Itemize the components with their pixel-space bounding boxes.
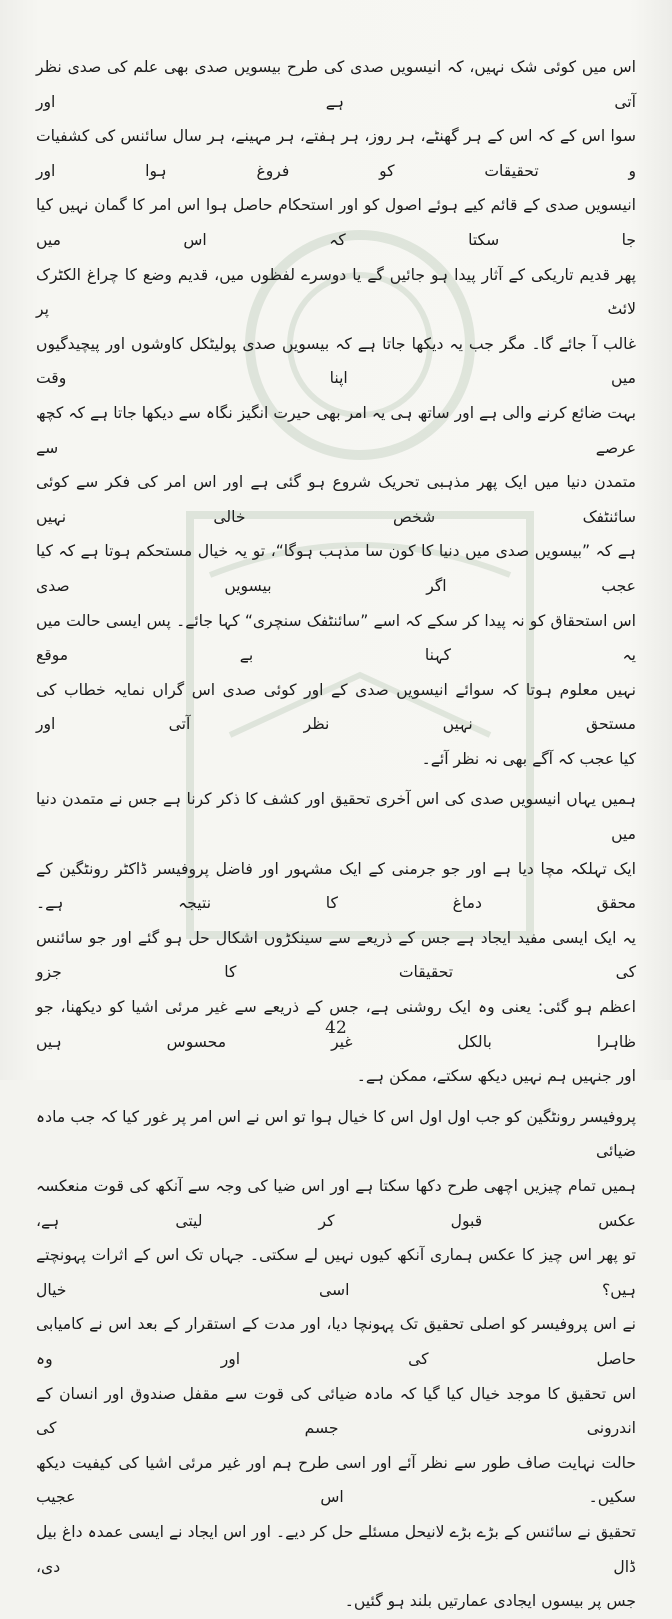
text-line: حالت نہایت صاف طور سے نظر آئے اور اسی طرح ہم اور غیر مرئی اشیا کی کیفیت دیکھ سکیں۔ اس عجیب (36, 1453, 636, 1507)
text-line: اس تحقیق کا موجد خیال کیا گیا کہ مادہ ضیائی کی قوت سے مقفل صندوق اور انسان کے اندرونی جسم کی (36, 1384, 636, 1438)
paragraph-2 (36, 782, 636, 1093)
text-line: اور جنہیں ہم نہیں دیکھ سکتے، ممکن ہے۔ (356, 1067, 636, 1086)
text-line: ہے کہ ”بیسویں صدی میں دنیا کا کون سا مذہب ہوگا“، تو یہ خیال مستحکم ہوتا ہے کہ کیا عجب اگر بیسویں صدی (36, 542, 636, 595)
text-line: سوا اس کے کہ اس کے ہر گھنٹے، ہر روز، ہر ہفتے، ہر مہینے، ہر سال سائنس کی کشفیات و تحقیقات کو فروغ ہوا اور (36, 127, 636, 180)
text-line: نے اس پروفیسر کو اصلی تحقیق تک پہونچا دیا، اور مدت کے استقرار کے بعد اس نے کامیابی حاصل کی اور وہ (36, 1315, 636, 1368)
paragraph-1 (36, 50, 636, 776)
text-line: متمدن دنیا میں ایک پھر مذہبی تحریک شروع ہو گئی ہے اور اس امر کی فکر سے کوئی سائنٹفک شخص خالی نہیں (36, 473, 636, 526)
text-line: پھر قدیم تاریکی کے آثار پیدا ہو جائیں گے یا دوسرے لفظوں میں، قدیم وضع کا چراغ الکٹرک لائٹ پر (36, 265, 636, 319)
text-line: نہیں معلوم ہوتا کہ سوائے انیسویں صدی کے اور کوئی صدی اس گراں نمایہ خطاب کی مستحق نہیں نظر آتی اور (36, 680, 636, 734)
text-line: اعظم ہو گئی: یعنی وہ ایک روشنی ہے، جس کے ذریعے سے غیر مرئی اشیا کو دیکھنا، جو ظاہرا بالکل غیر محسوس ہیں (36, 998, 636, 1051)
text-line: کیا عجب کہ آگے بھی نہ نظر آئے۔ (421, 749, 636, 768)
text-line: انیسویں صدی کے قائم کیے ہوئے اصول کو اور استحکام حاصل ہوا اس امر کا گمان نہیں کیا جا سکتا کہ اس میں (36, 196, 636, 249)
text-line: یہ ایک ایسی مفید ایجاد ہے جس کے ذریعے سے سینکڑوں اشکال حل ہو گئے اور جو سائنس کی تحقیقات کا جزو (36, 928, 636, 982)
text-line: تحقیق نے سائنس کے بڑے بڑے لانیحل مسئلے حل کر دیے۔ اور اس ایجاد نے ایسی عمدہ داغ بیل ڈال دی، (36, 1522, 636, 1576)
text-line: جس پر بیسوں ایجادی عمارتیں بلند ہو گئیں۔ (344, 1592, 636, 1611)
text-line: ہمیں تمام چیزیں اچھی طرح دکھا سکتا ہے اور اس ضیا کی وجہ سے آنکھ کی قوت منعکسہ عکس قبول کر لیتی ہے، (36, 1177, 636, 1230)
paragraph-3 (36, 1100, 636, 1619)
text-line: اس میں کوئی شک نہیں، کہ انیسویں صدی کی طرح بیسویں صدی بھی علم کی صدی نظر آتی ہے اور (36, 58, 636, 111)
text-line: اس استحقاق کو نہ پیدا کر سکے کہ اسے ”سائنٹفک سنچری“ کہا جائے۔ پس ایسی حالت میں یہ کہنا بے موقع (36, 611, 636, 665)
page-number: 42 (325, 1018, 347, 1038)
text-line: ہمیں یہاں انیسویں صدی کی اس آخری تحقیق اور کشف کا ذکر کرنا ہے جس نے متمدن دنیا میں (36, 790, 636, 844)
text-line: بہت ضائع کرنے والی ہے اور ساتھ ہی یہ امر بھی حیرت انگیز نگاہ سے دیکھا جاتا ہے کہ کچھ عرصے سے (36, 403, 636, 457)
text-line: پروفیسر رونٹگین کو جب اول اول اس کا خیال ہوا تو اس نے اس امر پر غور کیا کہ جب مادہ ضیائی (36, 1107, 636, 1161)
text-line: تو پھر اس چیز کا عکس ہماری آنکھ کیوں نہیں لے سکتی۔ جہاں تک اس کے اثرات پہونچتے ہیں؟ اسی خیال (36, 1246, 636, 1299)
text-line: غالب آ جائے گا۔ مگر جب یہ دیکھا جاتا ہے کہ بیسویں صدی پولیٹکل کاوشوں اور پیچیدگیوں میں اپنا وقت (36, 334, 636, 388)
body-text (36, 50, 636, 1619)
text-line: ایک تہلکہ مچا دیا ہے اور جو جرمنی کے ایک مشہور اور فاضل پروفیسر ڈاکٹر رونٹگین کے محقق دماغ کا نتیجہ ہے۔ (36, 859, 636, 913)
